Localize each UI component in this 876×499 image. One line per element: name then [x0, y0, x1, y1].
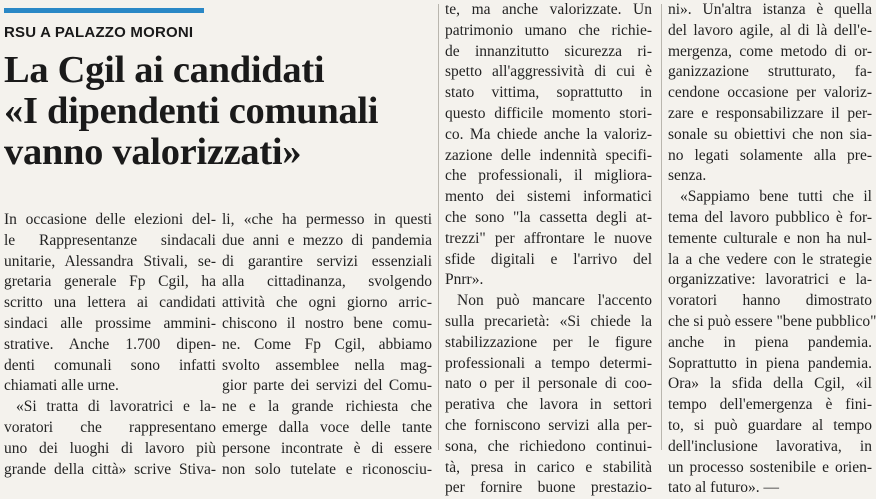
body-line: temente culturale e non ha nul- [668, 229, 872, 247]
body-line: chiscono il nostro bene comu- [222, 314, 432, 332]
body-line: due anni e mezzo di pandemia [222, 231, 432, 249]
column-divider [438, 4, 439, 450]
body-line: anche in piena pandemia. [668, 333, 872, 351]
body-line: Pnrr». [445, 271, 484, 289]
body-line: mento dei sistemi informatici [445, 188, 652, 206]
body-line: sona, che richiedono continui- [445, 437, 652, 455]
body-column-3 [445, 0, 652, 499]
body-line: denti comunali sono infatti [4, 356, 216, 374]
body-line: «Sappiamo bene tutti che il [680, 188, 872, 206]
body-line: no legati solamente alla pre- [668, 146, 872, 164]
body-column-2 [222, 210, 432, 480]
body-line: la a che vedere con le strategie [668, 250, 872, 268]
body-line: del lavoro agile, al di là dell'e- [668, 21, 872, 39]
body-line: attività che ogni giorno arric- [222, 294, 432, 312]
body-line: sulla precarietà: «Si chiede la [445, 312, 652, 330]
body-line: che sono "la cassetta degli at- [445, 208, 652, 226]
body-line: Soprattutto in piena pandemia. [668, 354, 872, 372]
body-line: «Si tratta di lavoratrici e la- [16, 398, 216, 416]
body-line: svolto assemblee nella mag- [222, 356, 432, 374]
body-line: persone incontrate è di essere [222, 439, 432, 457]
body-line: tempo dell'emergenza è fini- [668, 396, 872, 414]
body-line: co. Ma chiede anche la valoriz- [445, 125, 652, 143]
body-line: sfide digitali e l'arrivo del [445, 250, 652, 268]
body-line: un processo sostenibile e orien- [668, 458, 872, 476]
body-line: li, «che ha permesso in questi [222, 211, 432, 228]
headline [4, 50, 434, 173]
body-line: di garantire servizi essenziali [222, 252, 432, 270]
body-line: sindaci alle prossime ammini- [4, 314, 216, 332]
headline-line: vanno valorizzati» [4, 131, 302, 173]
body-line: emerge dalla voce delle tante [222, 418, 432, 436]
body-line: grande della città» scrive Stiva- [4, 460, 216, 478]
body-line: mergenza, come metodo di or- [668, 42, 872, 60]
section-accent-rule [4, 8, 204, 13]
body-line: patrimonio umano che richie- [445, 21, 652, 39]
body-line: sonale su obiettivi che non sia- [668, 125, 872, 143]
body-line: de innanzitutto sicurezza ri- [445, 42, 652, 60]
body-line: stato vittima, soprattutto in [445, 84, 652, 102]
body-line: In occasione delle elezioni del- [4, 211, 216, 228]
body-line: te, ma anche valorizzate. Un [445, 1, 652, 18]
body-line: to, si può guardare al tempo [668, 416, 872, 434]
body-line: le Rappresentanze sindacali [4, 231, 216, 249]
body-line: spetto all'aggressività di cui è [445, 63, 652, 81]
body-line: tema del lavoro pubblico è for- [668, 208, 872, 226]
body-line: zazione delle indennità specifi- [445, 146, 652, 164]
body-line: ne. Come Fp Cgil, abbiamo [222, 335, 432, 353]
body-line: gior parte dei servizi del Comu- [222, 377, 432, 395]
body-line: perativa che lavora in settori [445, 396, 652, 414]
body-column-4 [668, 0, 876, 499]
body-line: ne e la grande richiesta che [222, 398, 432, 416]
body-line: cendone occasione per valoriz- [668, 84, 872, 102]
headline-line: «I dipendenti comunali [4, 90, 379, 132]
body-line: zare e responsabilizzare il per- [668, 104, 872, 122]
body-line: Non può mancare l'accento [457, 292, 652, 310]
body-line: voratori hanno dimostrato [668, 292, 872, 310]
body-line: dell'inclusione lavorativa, in [668, 437, 872, 455]
body-line: alla cittadinanza, svolgendo [222, 273, 432, 291]
body-line: nato o per il personale di coo- [445, 375, 652, 393]
body-line: tà, presa in carico e stabilità [445, 458, 652, 476]
body-line: senza. [668, 167, 707, 185]
body-line: stabilizzazione per le figure [445, 333, 652, 351]
body-line: che si può essere "bene pubblico" [668, 312, 876, 330]
body-line: uno dei luoghi di lavoro più [4, 439, 216, 457]
body-line: professionali a tempo determi- [445, 354, 652, 372]
body-line: voratori che rappresentano [4, 418, 216, 436]
body-line: che forniscono servizi alla per- [445, 416, 652, 434]
body-line: Ora» la sfida della Cgil, «il [668, 375, 872, 393]
body-line: non solo tutelate e riconosciu- [222, 460, 432, 478]
kicker: RSU A PALAZZO MORONI [4, 24, 194, 41]
body-line: per fornire buone prestazio- [445, 479, 652, 497]
body-line: questo difficile momento stori- [445, 104, 652, 122]
body-line: gretaria generale Fp Cgil, ha [4, 273, 216, 291]
body-line: chiamati alle urne. [4, 377, 119, 395]
body-line: ganizzazione strutturato, fa- [668, 63, 872, 81]
body-line: ni». Un'altra istanza è quella [668, 1, 872, 18]
headline-line: La Cgil ai candidati [4, 49, 325, 91]
body-line: strative. Anche 1.700 dipen- [4, 335, 216, 353]
body-line: unitarie, Alessandra Stivali, se- [4, 252, 216, 270]
body-line: scritto una lettera ai candidati [4, 294, 216, 312]
body-line: che professionali, il migliora- [445, 167, 652, 185]
body-line: trezzi" per affrontare le nuove [445, 229, 652, 247]
column-divider [661, 4, 662, 450]
body-line: organizzative: lavoratrici e la- [668, 271, 872, 289]
body-column-1 [4, 210, 216, 480]
body-line: tato al futuro». — [668, 479, 780, 497]
